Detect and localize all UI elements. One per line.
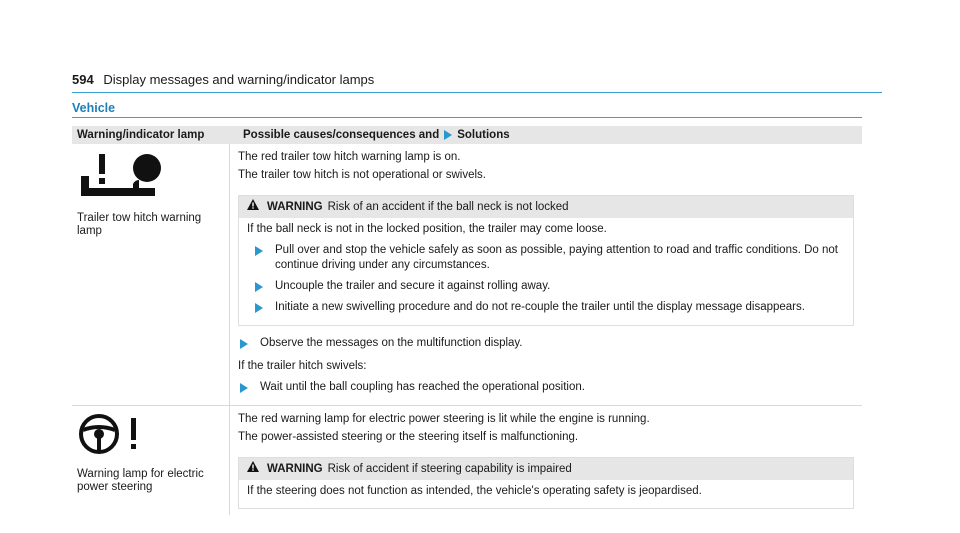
col-header-lamp: Warning/indicator lamp — [77, 129, 205, 141]
instruction-step — [238, 336, 854, 351]
lamp-label: Warning lamp for electric power steering — [77, 468, 204, 493]
warning-box — [238, 195, 854, 326]
arrow-right-icon — [255, 303, 263, 313]
page-number: 594 — [72, 72, 94, 87]
step-text: Initiate a new swivelling procedure and do not re-couple the trailer until the display message disappears. — [275, 301, 805, 313]
cause-line: The red trailer tow hitch warning lamp is on. — [238, 151, 461, 163]
trailer-tow-hitch-icon — [77, 150, 229, 206]
warning-body — [239, 480, 853, 508]
steering-wheel-warning-icon — [77, 412, 229, 462]
table-header — [72, 126, 862, 144]
section-title: Vehicle — [72, 101, 116, 115]
arrow-right-icon — [444, 130, 452, 140]
table-row — [72, 144, 862, 406]
warning-body — [239, 218, 853, 325]
instruction-step — [247, 300, 845, 315]
cause-line: The red warning lamp for electric power steering is lit while the engine is running. — [238, 413, 650, 425]
col-header-solutions-text: Solutions — [457, 129, 510, 141]
warning-triangle-icon — [247, 199, 259, 215]
page-header — [72, 72, 882, 93]
lamp-cell — [72, 406, 230, 515]
section-divider — [72, 117, 862, 118]
warning-title: Risk of accident if steering capability is impaired — [327, 462, 572, 475]
col-header-causes — [235, 126, 862, 144]
warning-header — [239, 458, 853, 480]
lamp-cell — [72, 144, 230, 405]
col-header-causes-text: Possible causes/consequences and — [243, 129, 440, 141]
warning-label: WARNING — [267, 200, 323, 213]
arrow-right-icon — [240, 383, 248, 393]
step-text: Observe the messages on the multifunction display. — [260, 337, 523, 349]
warning-text: If the ball neck is not in the locked position, the trailer may come loose. — [247, 223, 607, 235]
arrow-right-icon — [255, 246, 263, 256]
table-row — [72, 406, 862, 515]
warning-text: If the steering does not function as intended, the vehicle's operating safety is jeopardised. — [247, 485, 702, 497]
arrow-right-icon — [240, 339, 248, 349]
cause-line: The power-assisted steering or the steering itself is malfunctioning. — [238, 431, 579, 443]
step-text: Wait until the ball coupling has reached the operational position. — [260, 381, 585, 393]
step-text: Pull over and stop the vehicle safely as soon as possible, paying attention to road and traffic conditions. Do not continue driving under any circumstances. — [275, 244, 838, 271]
instruction-step — [238, 380, 854, 395]
warning-box — [238, 457, 854, 509]
condition-text: If the trailer hitch swivels: — [238, 360, 367, 372]
warning-label: WARNING — [267, 462, 323, 475]
warning-title: Risk of an accident if the ball neck is not locked — [327, 200, 569, 213]
cause-line: The trailer tow hitch is not operational or swivels. — [238, 169, 486, 181]
warning-lamp-table — [72, 126, 862, 533]
warning-triangle-icon — [247, 461, 259, 477]
warning-header — [239, 196, 853, 218]
arrow-right-icon — [255, 282, 263, 292]
page-header-title: Display messages and warning/indicator lamps — [103, 72, 375, 87]
causes-cell — [230, 144, 862, 405]
step-text: Uncouple the trailer and secure it against rolling away. — [275, 280, 551, 292]
instruction-step — [247, 243, 845, 273]
causes-cell — [230, 406, 862, 515]
instruction-step — [247, 279, 845, 294]
lamp-label: Trailer tow hitch warning lamp — [77, 212, 202, 237]
